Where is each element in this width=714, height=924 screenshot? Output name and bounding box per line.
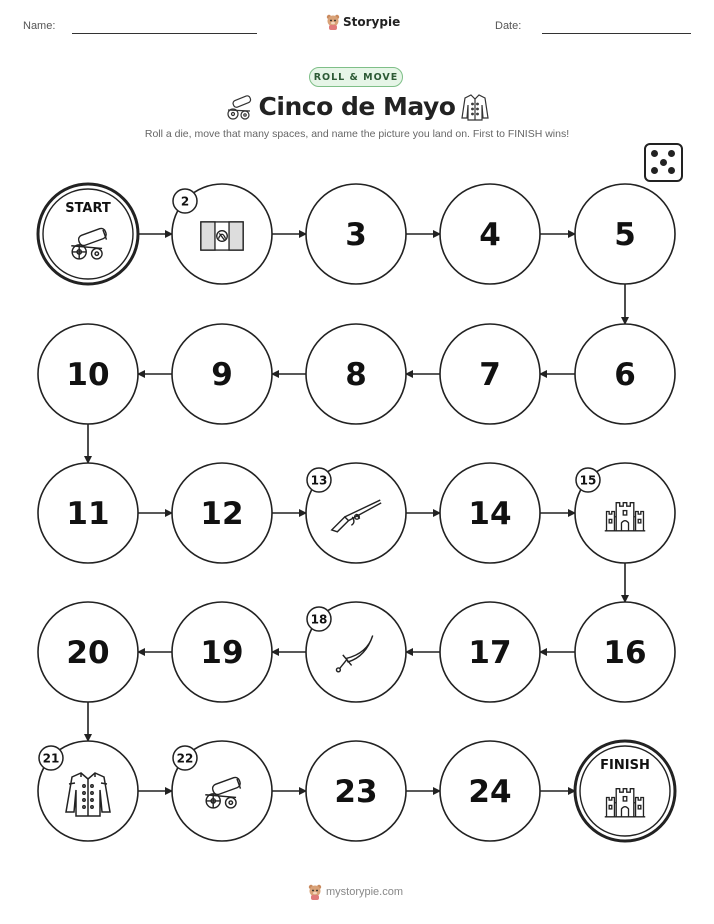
- bear-icon: [308, 884, 322, 900]
- space-circle: [575, 741, 675, 841]
- board-space-16[interactable]: [575, 602, 675, 702]
- space-number: 10: [66, 357, 110, 393]
- board-space-6[interactable]: [575, 324, 675, 424]
- space-label: FINISH: [600, 758, 650, 773]
- space-number: 20: [66, 635, 110, 671]
- instructions: Roll a die, move that many spaces, and name the picture you land on. First to FINISH wins!: [144, 128, 570, 140]
- space-number: 7: [479, 357, 501, 393]
- space-number: 4: [479, 217, 501, 253]
- space-number: 16: [603, 635, 647, 671]
- board-space-23[interactable]: [306, 741, 406, 841]
- board-space-5[interactable]: [575, 184, 675, 284]
- board-space-8[interactable]: [306, 324, 406, 424]
- board-space-19[interactable]: [172, 602, 272, 702]
- board-space-4[interactable]: [440, 184, 540, 284]
- activity-badge: ROLL & MOVE: [309, 67, 403, 87]
- board-space-7[interactable]: [440, 324, 540, 424]
- space-label: START: [65, 201, 111, 216]
- brand-name: Storypie: [343, 15, 401, 29]
- board-space-24[interactable]: [440, 741, 540, 841]
- board-space-14[interactable]: [440, 463, 540, 563]
- board-space-start[interactable]: [38, 184, 138, 284]
- space-number: 17: [468, 635, 512, 671]
- space-number: 22: [176, 751, 194, 766]
- footer-url[interactable]: mystorypie.com: [326, 886, 404, 898]
- board-space-9[interactable]: [172, 324, 272, 424]
- space-number: 13: [310, 473, 328, 488]
- space-number: 2: [180, 194, 190, 209]
- board-space-15[interactable]: [575, 463, 675, 563]
- space-number: 23: [334, 774, 378, 810]
- space-number: 15: [579, 473, 597, 488]
- page-title: Cinco de Mayo: [258, 92, 456, 121]
- space-number: 12: [200, 496, 244, 532]
- space-number: 21: [42, 751, 60, 766]
- space-number: 18: [310, 612, 328, 627]
- space-number: 14: [468, 496, 512, 532]
- space-number: 11: [66, 496, 110, 532]
- board-space-18[interactable]: [306, 602, 406, 702]
- space-number: 6: [614, 357, 636, 393]
- footer: [308, 884, 403, 900]
- board-space-17[interactable]: [440, 602, 540, 702]
- board-space-3[interactable]: [306, 184, 406, 284]
- board-space-finish[interactable]: [575, 741, 675, 841]
- space-number: 8: [345, 357, 367, 393]
- board-space-21[interactable]: [38, 741, 138, 841]
- board-space-20[interactable]: [38, 602, 138, 702]
- board-space-2[interactable]: [172, 184, 272, 284]
- board-space-10[interactable]: [38, 324, 138, 424]
- space-number: 3: [345, 217, 367, 253]
- space-number: 19: [200, 635, 244, 671]
- space-number: 9: [211, 357, 233, 393]
- board-space-11[interactable]: [38, 463, 138, 563]
- space-circle: [38, 184, 138, 284]
- board-space-22[interactable]: [172, 741, 272, 841]
- board-space-13[interactable]: [306, 463, 406, 563]
- space-number: 5: [614, 217, 636, 253]
- name-label: Name:: [23, 20, 56, 32]
- date-label: Date:: [495, 20, 522, 32]
- board-space-12[interactable]: [172, 463, 272, 563]
- space-number: 24: [468, 774, 512, 810]
- mexican-flag-icon: [201, 222, 243, 250]
